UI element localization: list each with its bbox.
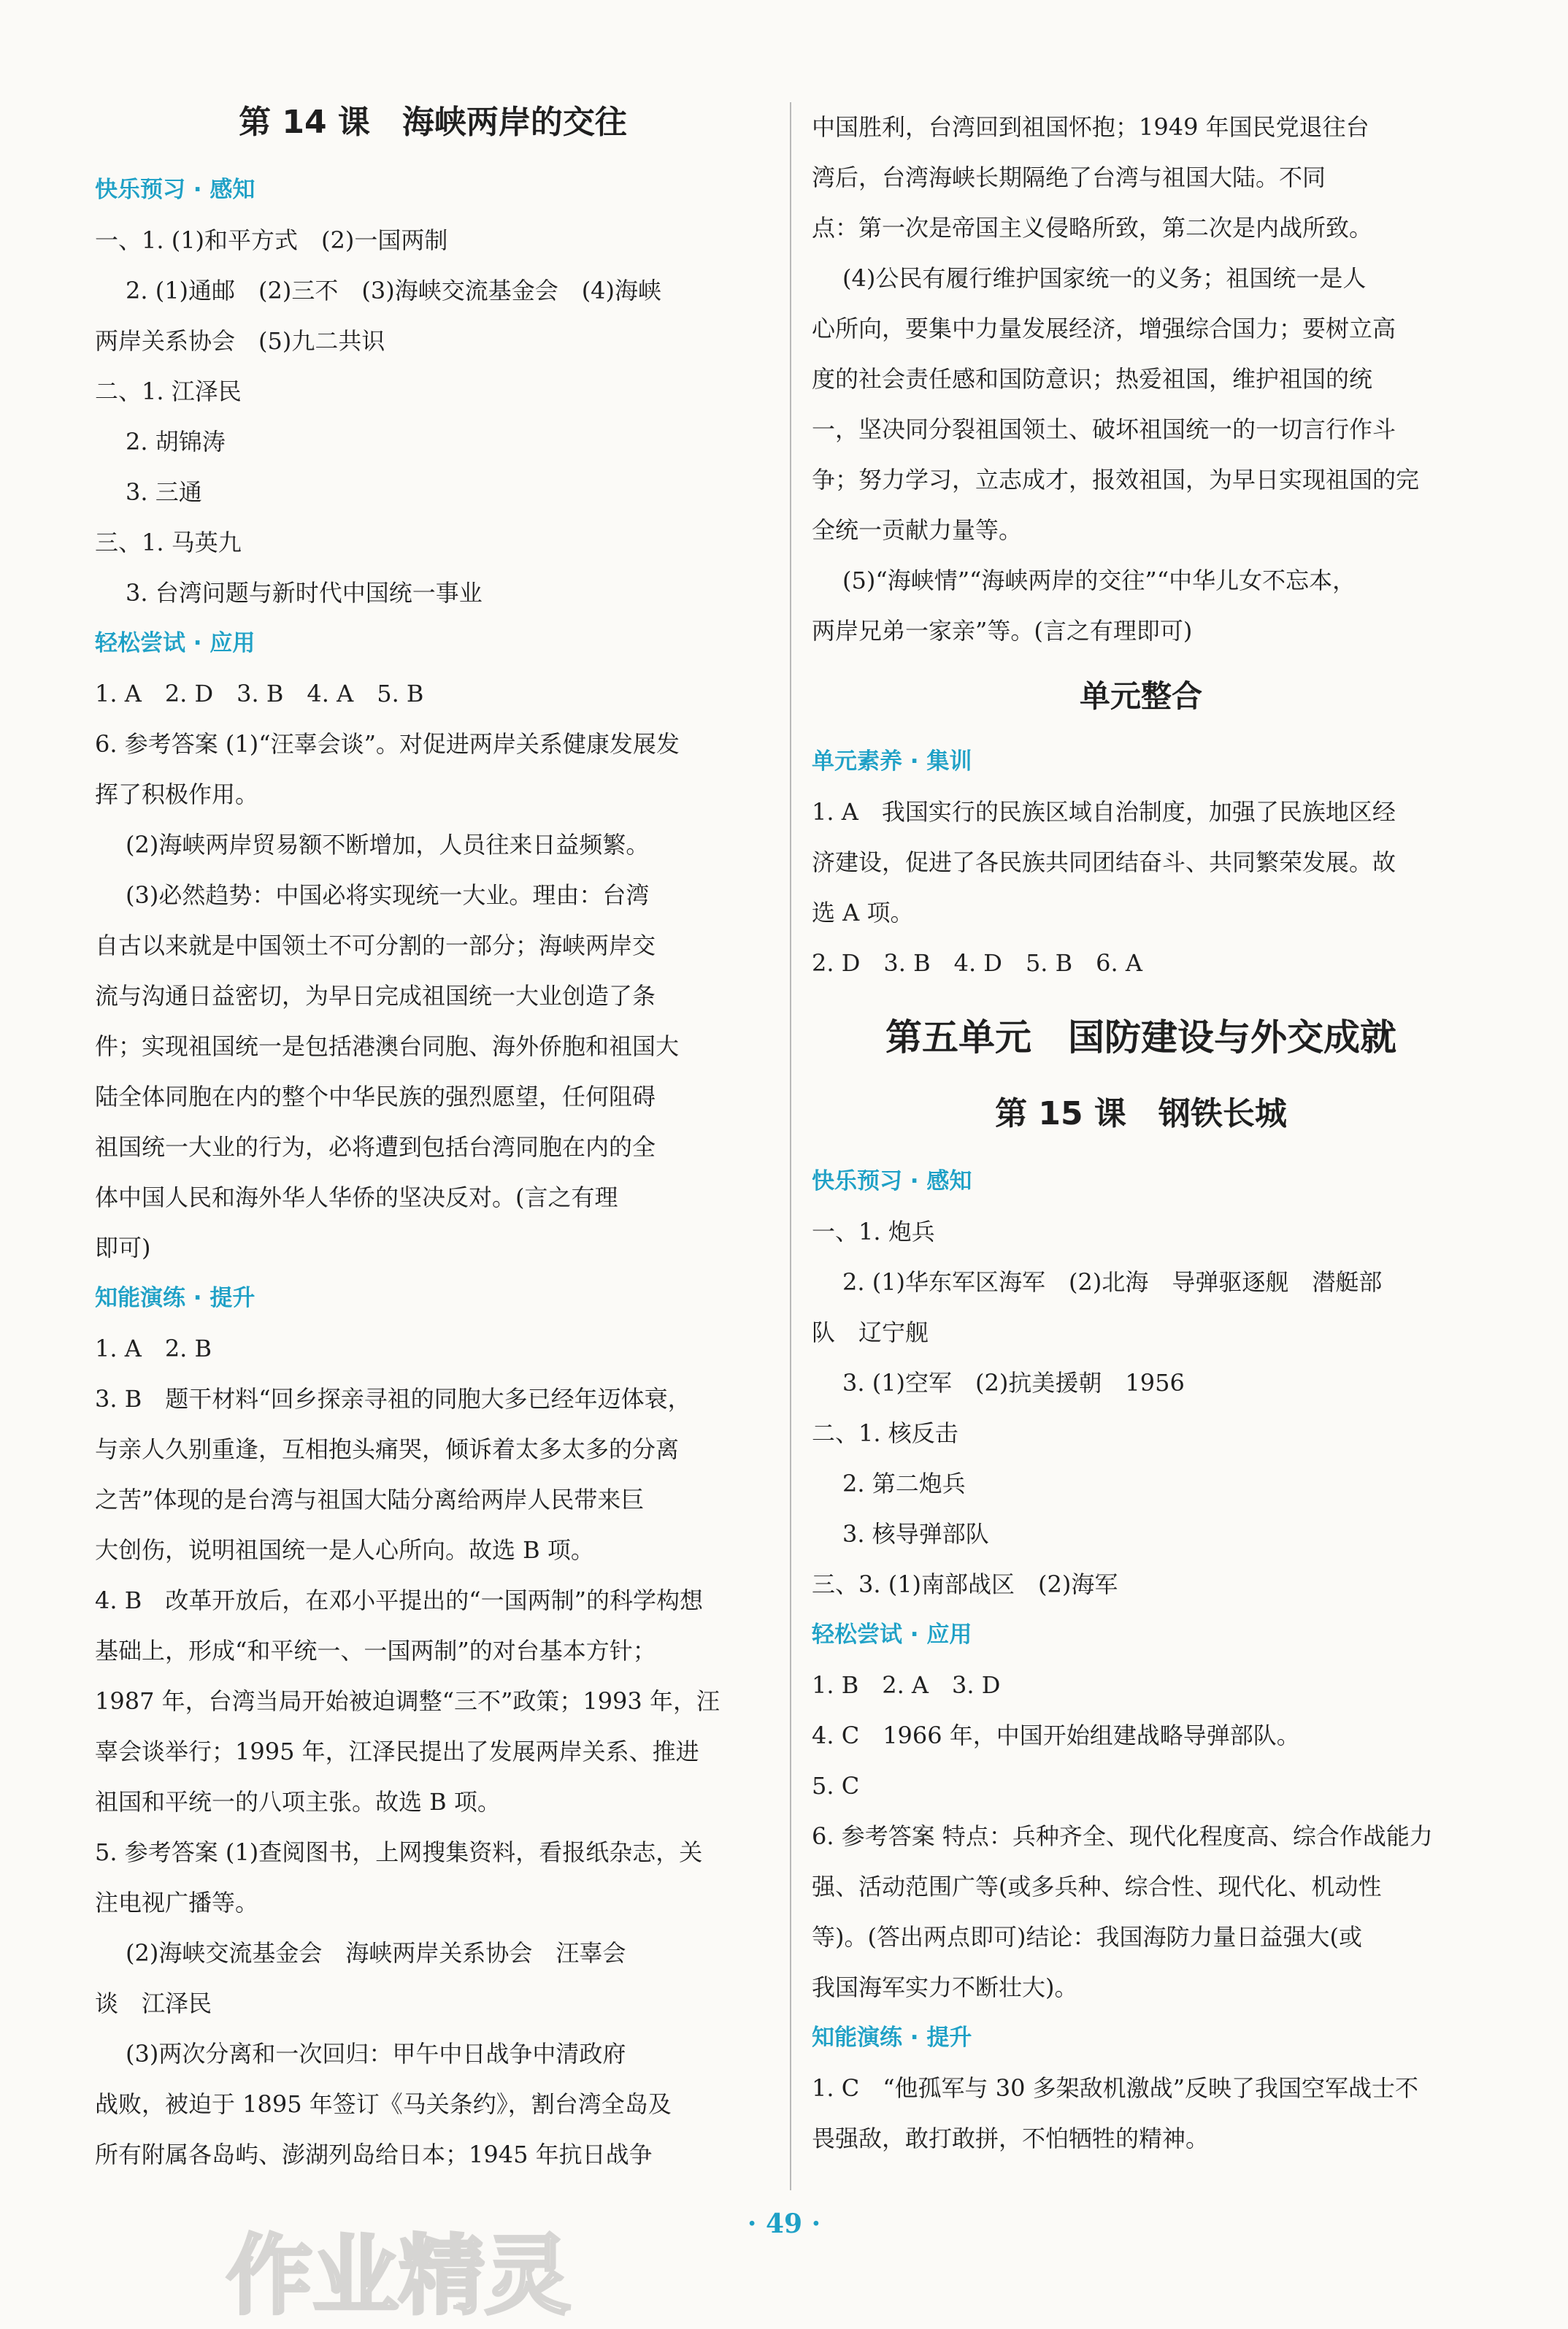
answer-line: 之苦”体现的是台湾与祖国大陆分离给两岸人民带来巨	[95, 1486, 645, 1513]
answer-line: 一、1. (1)和平方式 (2)一国两制	[95, 226, 448, 254]
page-number: · 49 ·	[747, 2209, 821, 2239]
answer-line: 强、活动范围广等(或多兵种、综合性、现代化、机动性	[812, 1873, 1382, 1900]
answer-line: 2. (1)华东军区海军 (2)北海 导弹驱逐舰 潜艇部	[842, 1268, 1383, 1296]
answer-line: 1. A 2. D 3. B 4. A 5. B	[95, 680, 424, 707]
answer-line: 一，坚决同分裂祖国领土、破坏祖国统一的一切言行作斗	[812, 415, 1396, 443]
answer-line: 即可)	[95, 1234, 151, 1262]
answer-line: 祖国统一大业的行为，必将遭到包括台湾同胞在内的全	[95, 1133, 656, 1161]
answer-line: 选 A 项。	[812, 899, 914, 926]
answer-line: 5. 参考答案 (1)查阅图书，上网搜集资料，看报纸杂志，关	[95, 1838, 703, 1866]
column-divider	[790, 102, 791, 2190]
answer-line: 1. A 2. B	[95, 1335, 212, 1362]
answer-line: 2. D 3. B 4. D 5. B 6. A	[812, 949, 1142, 977]
answer-line: 等)。(答出两点即可)结论：我国海防力量日益强大(或	[812, 1923, 1362, 1951]
answer-line: 两岸关系协会 (5)九二共识	[95, 327, 385, 355]
answer-line: 二、1. 核反击	[812, 1419, 958, 1447]
answer-line: 全统一贡献力量等。	[812, 516, 1023, 544]
answer-line: 4. B 改革开放后，在邓小平提出的“一国两制”的科学构想	[95, 1586, 703, 1614]
answer-line: 5. C	[812, 1772, 860, 1800]
answer-line: 流与沟通日益密切，为早日完成祖国统一大业创造了条	[95, 982, 656, 1010]
answer-line: 6. 参考答案 (1)“汪辜会谈”。对促进两岸关系健康发展发	[95, 730, 680, 758]
section-heading-practice: 知能演练 · 提升	[812, 2025, 972, 2051]
answer-line: 3. 核导弹部队	[842, 1520, 989, 1548]
section-heading-try: 轻松尝试 · 应用	[812, 1622, 972, 1648]
answer-line: 基础上，形成“和平统一、一国两制”的对台基本方针；	[95, 1637, 656, 1665]
answer-line: 济建设，促进了各民族共同团结奋斗、共同繁荣发展。故	[812, 848, 1396, 876]
watermark-logo	[219, 2219, 628, 2329]
answer-line: (3)两次分离和一次回归：甲午中日战争中清政府	[126, 2040, 626, 2068]
answer-line: 队 辽宁舰	[812, 1319, 929, 1346]
answer-line: 所有附属各岛屿、澎湖列岛给日本；1945 年抗日战争	[95, 2141, 653, 2168]
answer-line: (3)必然趋势：中国必将实现统一大业。理由：台湾	[126, 881, 650, 909]
watermark-text: 作业精灵	[226, 2225, 572, 2326]
answer-line: 大创伤，说明祖国统一是人心所向。故选 B 项。	[95, 1536, 594, 1564]
section-heading-practice: 知能演练 · 提升	[95, 1285, 255, 1311]
answer-line: 度的社会责任感和国防意识；热爱祖国，维护祖国的统	[812, 365, 1373, 393]
answer-line: 争；努力学习，立志成才，报效祖国，为早日实现祖国的完	[812, 466, 1420, 494]
answer-line: 4. C 1966 年，中国开始组建战略导弹部队。	[812, 1722, 1300, 1749]
answer-line: 中国胜利，台湾回到祖国怀抱；1949 年国民党退往台	[812, 113, 1369, 141]
left-column	[95, 88, 771, 2180]
answer-line: 自古以来就是中国领土不可分割的一部分；海峡两岸交	[95, 932, 656, 959]
answer-line: 2. 胡锦涛	[126, 428, 226, 456]
right-column	[812, 102, 1470, 2164]
answer-line: 3. 三通	[126, 478, 202, 506]
answer-line: 一、1. 炮兵	[812, 1218, 935, 1246]
answer-line: 我国海军实力不断壮大)。	[812, 1973, 1078, 2001]
answer-line: 二、1. 江泽民	[95, 377, 242, 405]
answer-line: 挥了积极作用。	[95, 780, 259, 808]
answer-line: 2. 第二炮兵	[842, 1470, 966, 1497]
answer-line: 件；实现祖国统一是包括港澳台同胞、海外侨胞和祖国大	[95, 1032, 680, 1060]
answer-line: 点：第一次是帝国主义侵略所致，第二次是内战所致。	[812, 214, 1373, 242]
answer-line: (4)公民有履行维护国家统一的义务；祖国统一是人	[842, 264, 1367, 292]
section-heading-preview: 快乐预习 · 感知	[812, 1168, 972, 1194]
answer-line: 战败，被迫于 1895 年签订《马关条约》，割台湾全岛及	[95, 2090, 672, 2118]
answer-line: 1. C “他孤军与 30 多架敌机激战”反映了我国空军战士不	[812, 2074, 1418, 2102]
answer-line: (2)海峡交流基金会 海峡两岸关系协会 汪辜会	[126, 1939, 626, 1967]
section-heading-preview: 快乐预习 · 感知	[95, 177, 255, 203]
answer-line: 两岸兄弟一家亲”等。(言之有理即可)	[812, 617, 1193, 645]
lesson-15-title: 第 15 课 钢铁长城	[995, 1095, 1287, 1132]
answer-line: 湾后，台湾海峡长期隔绝了台湾与祖国大陆。不同	[812, 164, 1326, 191]
lesson-14-title: 第 14 课 海峡两岸的交往	[239, 104, 627, 141]
answer-line: 3. 台湾问题与新时代中国统一事业	[126, 579, 483, 607]
unit-review-title: 单元整合	[1079, 678, 1202, 714]
answer-line: 3. (1)空军 (2)抗美援朝 1956	[842, 1369, 1185, 1397]
unit-5-title: 第五单元 国防建设与外交成就	[885, 1016, 1396, 1059]
answer-line: 辜会谈举行；1995 年，江泽民提出了发展两岸关系、推进	[95, 1738, 699, 1765]
answer-line: 心所向，要集中力量发展经济，增强综合国力；要树立高	[812, 315, 1396, 342]
answer-line: 2. (1)通邮 (2)三不 (3)海峡交流基金会 (4)海峡	[126, 277, 662, 304]
answer-line: 1. B 2. A 3. D	[812, 1671, 1001, 1699]
answer-line: 与亲人久别重逢，互相抱头痛哭，倾诉着太多太多的分离	[95, 1435, 680, 1463]
answer-line: (2)海峡两岸贸易额不断增加，人员往来日益频繁。	[126, 831, 650, 859]
answer-line: 畏强敌，敢打敢拼，不怕牺牲的精神。	[812, 2125, 1210, 2152]
answer-line: 三、3. (1)南部战区 (2)海军	[812, 1570, 1118, 1598]
answer-line: 体中国人民和海外华人华侨的坚决反对。(言之有理	[95, 1183, 618, 1211]
answer-line: 注电视广播等。	[95, 1889, 259, 1916]
answer-line: 3. B 题干材料“回乡探亲寻祖的同胞大多已经年迈体衰，	[95, 1385, 691, 1413]
answer-line: 1987 年，台湾当局开始被迫调整“三不”政策；1993 年，汪	[95, 1687, 720, 1715]
section-heading-unit-review: 单元素养 · 集训	[812, 748, 972, 775]
answer-line: 1. A 我国实行的民族区域自治制度，加强了民族地区经	[812, 798, 1396, 826]
answer-line: 谈 江泽民	[95, 1990, 212, 2017]
answer-line: 陆全体同胞在内的整个中华民族的强烈愿望，任何阻碍	[95, 1083, 656, 1110]
answer-line: 祖国和平统一的八项主张。故选 B 项。	[95, 1788, 501, 1816]
answer-line: (5)“海峡情”“海峡两岸的交往”“中华儿女不忘本，	[842, 567, 1356, 594]
answer-line: 三、1. 马英九	[95, 529, 242, 556]
section-heading-try: 轻松尝试 · 应用	[95, 630, 255, 656]
answer-line: 6. 参考答案 特点：兵种齐全、现代化程度高、综合作战能力	[812, 1822, 1433, 1850]
